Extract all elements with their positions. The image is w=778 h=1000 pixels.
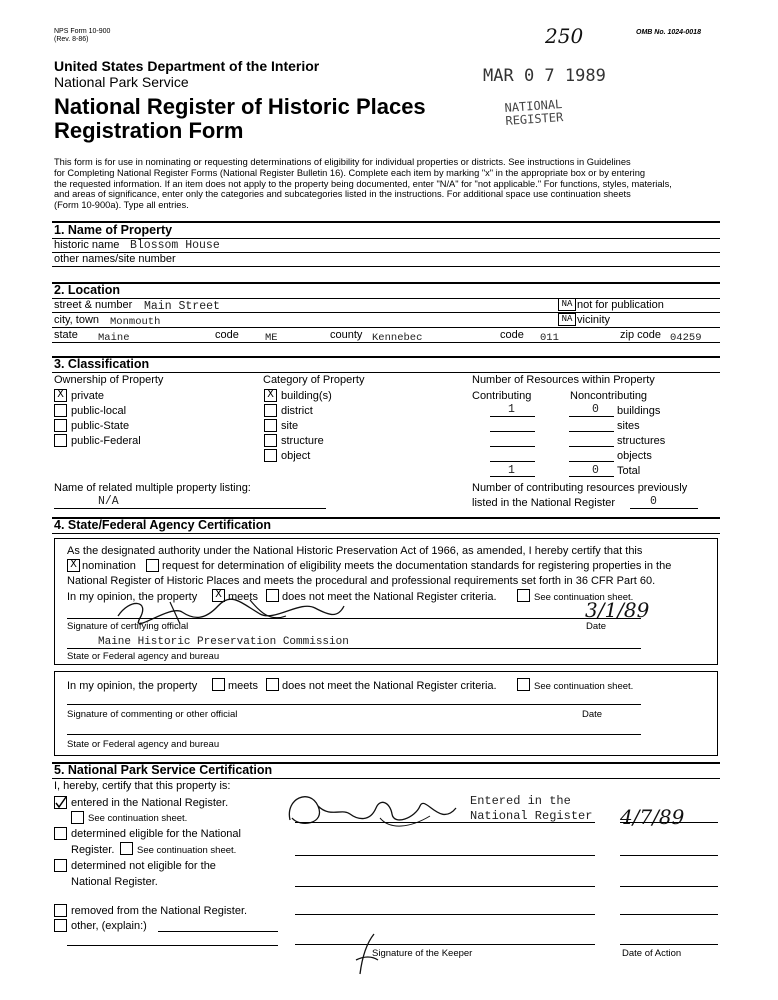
instructions: This form is for use in nominating or requesting determinations of eligibility for individual properties or districts. See instructions in Guidelines for Completing National Register Forms (National Register Bulletin 16). Complete each item by marking "x" in the appropriate box or by entering the requested information. If an item does not apply to the property being documented, enter "N/A" for "not applicable." For functions, styles, materials, and areas of significance, enter only the categories and subcategories listed in the instructions. For additional space use continuation sheets (Form 10-900a). Type all entries. — [54, 157, 672, 211]
does-not-meet-label-2: does not meet the National Register criteria. — [282, 680, 497, 692]
meets-checkbox[interactable]: X — [212, 589, 225, 602]
not-for-publication-checkbox[interactable]: NA — [558, 298, 576, 311]
entered-stamp: Entered in the National Register — [470, 794, 593, 823]
previously-listed-label-2: listed in the National Register — [472, 497, 616, 509]
county-code-value[interactable]: 011 — [540, 332, 559, 344]
certification-date-value: 3/1/89 — [585, 598, 650, 622]
certification-date-label: Date — [586, 621, 607, 632]
previously-listed-value[interactable]: 0 — [650, 495, 657, 508]
other-names-label: other names/site number — [54, 253, 176, 265]
received-stamp-date: MAR 0 7 1989 — [483, 66, 606, 86]
department: United States Department of the Interior — [54, 58, 320, 74]
keeper-signature — [280, 788, 470, 832]
contrib-total[interactable]: 1 — [508, 464, 515, 477]
certifying-signature-label: Signature of certifying official — [67, 621, 189, 632]
historic-name-value[interactable]: Blossom House — [130, 239, 220, 252]
opinion-label: In my opinion, the property — [67, 591, 198, 603]
received-stamp: NATIONAL REGISTER — [504, 97, 564, 128]
res-buildings-label: buildings — [617, 405, 661, 417]
multiple-listing-value[interactable]: N/A — [98, 495, 119, 508]
category-district-label: district — [281, 405, 313, 417]
contrib-buildings[interactable]: 1 — [508, 403, 515, 416]
county-value[interactable]: Kennebec — [372, 332, 423, 344]
nomination-checkbox[interactable]: X — [67, 559, 80, 572]
ownership-heading: Ownership of Property — [54, 374, 164, 386]
eligible-continuation-checkbox[interactable] — [120, 842, 133, 855]
keeper-signature-label: Signature of the Keeper — [372, 948, 473, 959]
state-value[interactable]: Maine — [98, 332, 130, 344]
previously-listed-label-1: Number of contributing resources previously — [472, 482, 688, 494]
section-5-heading: 5. National Park Service Certification — [54, 763, 273, 777]
not-eligible-checkbox[interactable] — [54, 859, 67, 872]
res-objects-label: objects — [617, 450, 652, 462]
resources-heading: Number of Resources within Property — [472, 374, 655, 386]
nomination-label: nomination — [82, 560, 136, 572]
noncontrib-buildings[interactable]: 0 — [592, 403, 599, 416]
agency-label: State or Federal agency and bureau — [67, 651, 220, 662]
reference-number: 250 — [545, 24, 584, 48]
cert-line-3: National Register of Historic Places and meets the procedural and professional requirements set forth in 36 CFR Part 60. — [67, 575, 656, 587]
continuation-sheet-checkbox-4a[interactable] — [517, 589, 530, 602]
cert-line-1: As the designated authority under the National Historic Preservation Act of 1966, as amended, I hereby certify that this — [67, 545, 643, 557]
category-site-checkbox[interactable] — [264, 419, 277, 432]
eligible-continuation-label: See continuation sheet. — [137, 845, 237, 856]
continuation-sheet-label-4a: See continuation sheet. — [534, 592, 634, 603]
vicinity-label: vicinity — [577, 314, 611, 326]
city-label: city, town — [54, 314, 100, 326]
street-label: street & number — [54, 299, 133, 311]
res-sites-label: sites — [617, 420, 640, 432]
omb-number: OMB No. 1024-0018 — [636, 29, 701, 36]
not-eligible-label-1: determined not eligible for the — [71, 860, 216, 872]
removed-checkbox[interactable] — [54, 904, 67, 917]
commenting-signature-label: Signature of commenting or other official — [67, 709, 238, 720]
contributing-heading: Contributing — [472, 390, 532, 402]
category-object-checkbox[interactable] — [264, 449, 277, 462]
vicinity-checkbox[interactable]: NA — [558, 313, 576, 326]
ownership-public-local-checkbox[interactable] — [54, 404, 67, 417]
does-not-meet-label: does not meet the National Register criteria. — [282, 591, 497, 603]
commenting-date-label: Date — [582, 709, 603, 720]
meets-label-2: meets — [228, 680, 258, 692]
meets-label: meets — [228, 591, 258, 603]
res-total-label: Total — [617, 465, 641, 477]
ownership-public-federal-label: public-Federal — [71, 435, 141, 447]
multiple-listing-label: Name of related multiple property listing: — [54, 482, 251, 494]
state-label: state — [54, 329, 78, 341]
determined-eligible-label-1: determined eligible for the National — [71, 828, 241, 840]
ownership-public-local-label: public-local — [71, 405, 127, 417]
entered-continuation-label: See continuation sheet. — [88, 813, 188, 824]
section-4-heading: 4. State/Federal Agency Certification — [54, 518, 271, 532]
section-3-heading: 3. Classification — [54, 357, 150, 371]
ownership-public-state-label: public-State — [71, 420, 130, 432]
category-heading: Category of Property — [263, 374, 365, 386]
continuation-sheet-label-4b: See continuation sheet. — [534, 681, 634, 692]
determined-eligible-label-2: Register. — [71, 844, 115, 856]
meets-checkbox-2[interactable] — [212, 678, 225, 691]
ownership-public-state-checkbox[interactable] — [54, 419, 67, 432]
zip-value[interactable]: 04259 — [670, 332, 702, 344]
does-not-meet-checkbox-2[interactable] — [266, 678, 279, 691]
action-date-value: 4/7/89 — [620, 805, 685, 829]
category-structure-checkbox[interactable] — [264, 434, 277, 447]
ownership-private-checkbox[interactable]: X — [54, 389, 67, 402]
category-object-label: object — [281, 450, 311, 462]
category-building-checkbox[interactable]: X — [264, 389, 277, 402]
category-building-label: building(s) — [281, 390, 332, 402]
historic-name-label: historic name — [54, 239, 120, 251]
ownership-public-federal-checkbox[interactable] — [54, 434, 67, 447]
street-value[interactable]: Main Street — [144, 300, 220, 313]
city-value[interactable]: Monmouth — [110, 316, 161, 328]
request-checkbox[interactable] — [146, 559, 159, 572]
category-district-checkbox[interactable] — [264, 404, 277, 417]
county-label: county — [330, 329, 363, 341]
zip-label: zip code — [620, 329, 661, 341]
removed-label: removed from the National Register. — [71, 905, 248, 917]
res-structures-label: structures — [617, 435, 666, 447]
date-of-action-label: Date of Action — [622, 948, 682, 959]
not-for-publication-label: not for publication — [577, 299, 664, 311]
opinion-label-2: In my opinion, the property — [67, 680, 198, 692]
not-eligible-label-2: National Register. — [71, 876, 158, 888]
other-checkbox[interactable] — [54, 919, 67, 932]
determined-eligible-checkbox[interactable] — [54, 827, 67, 840]
ownership-private-label: private — [71, 390, 105, 402]
section-2-heading: 2. Location — [54, 283, 120, 297]
agency-label-2: State or Federal agency and bureau — [67, 739, 220, 750]
continuation-sheet-checkbox-4b[interactable] — [517, 678, 530, 691]
noncontrib-total[interactable]: 0 — [592, 464, 599, 477]
agency-value[interactable]: Maine Historic Preservation Commission — [98, 636, 349, 648]
form-number: NPS Form 10-900 (Rev. 8-86) — [54, 28, 111, 43]
category-structure-label: structure — [281, 435, 324, 447]
category-site-label: site — [281, 420, 299, 432]
state-code-value[interactable]: ME — [265, 332, 278, 344]
entered-checkbox[interactable] — [54, 796, 67, 809]
entered-label: entered in the National Register. — [71, 797, 229, 809]
agency: National Park Service — [54, 74, 189, 90]
noncontributing-heading: Noncontributing — [570, 390, 648, 402]
hereby-certify-label: I, hereby, certify that this property is: — [54, 780, 231, 792]
county-code-label: code — [500, 329, 524, 341]
other-label: other, (explain:) — [71, 920, 147, 932]
cert-line-2: request for determination of eligibility meets the documentation standards for registering properties in the — [162, 560, 672, 572]
state-code-label: code — [215, 329, 239, 341]
page-title: National Register of Historic Places Registration Form — [54, 94, 426, 143]
entered-continuation-checkbox[interactable] — [71, 811, 84, 824]
section-1-heading: 1. Name of Property — [54, 223, 173, 237]
